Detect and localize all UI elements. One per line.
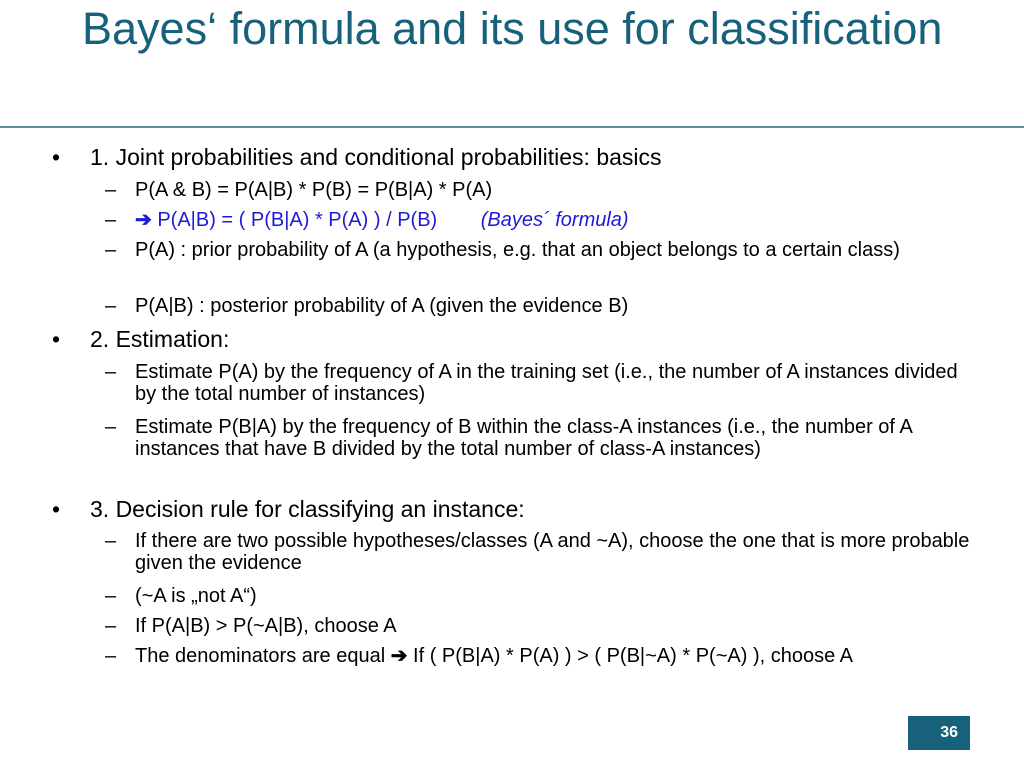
- bullet-item-2: [52, 326, 990, 352]
- sub-item-text: The denominators are equal: [135, 645, 386, 667]
- bullet-icon: •: [52, 144, 61, 170]
- dash-icon: –: [105, 530, 117, 552]
- sub-item-text: P(A|B) : posterior probability of A (given the evidence B): [135, 295, 629, 317]
- sub-item: [105, 361, 975, 405]
- bayes-formula: P(A|B) = ( P(B|A) * P(A) ) / P(B): [157, 209, 438, 231]
- dash-icon: –: [105, 615, 117, 637]
- bullet-icon: •: [52, 326, 61, 352]
- dash-icon: –: [105, 361, 117, 383]
- sub-item: [105, 179, 975, 201]
- sub-item: [105, 530, 975, 574]
- sub-item: [105, 615, 975, 637]
- sub-item: [105, 416, 975, 460]
- sub-item-text: If ( P(B|A) * P(A) ) > ( P(B|~A) * P(~A) ), choose A: [413, 645, 853, 667]
- dash-icon: –: [105, 209, 117, 231]
- page-number-badge: 36: [908, 716, 970, 750]
- dash-icon: –: [105, 295, 117, 317]
- bullet-label: 1. Joint probabilities and conditional probabilities: basics: [90, 144, 662, 170]
- sub-item-text: Estimate P(A) by the frequency of A in the training set (i.e., the number of A instances divided by the total number of instances): [135, 361, 958, 405]
- sub-item-text: If there are two possible hypotheses/classes (A and ~A), choose the one that is more probable given the evidence: [135, 530, 970, 574]
- bullet-item-3: [52, 496, 990, 522]
- title-divider: [0, 126, 1024, 128]
- arrow-icon: ➔: [135, 209, 152, 231]
- bullet-item-1: [52, 144, 990, 170]
- dash-icon: –: [105, 179, 117, 201]
- arrow-icon: ➔: [390, 645, 408, 667]
- bayes-formula-note: (Bayes´ formula): [480, 209, 629, 231]
- dash-icon: –: [105, 239, 117, 261]
- sub-item-text: P(A) : prior probability of A (a hypothesis, e.g. that an object belongs to a certain class): [135, 239, 900, 261]
- sub-item: [105, 585, 975, 607]
- sub-item-text: (~A is „not A“): [135, 585, 257, 607]
- sub-item: [105, 239, 975, 261]
- bayes-formula-item: [105, 209, 975, 231]
- sub-item-text: If P(A|B) > P(~A|B), choose A: [135, 615, 397, 637]
- bullet-label: 2. Estimation:: [90, 326, 230, 352]
- dash-icon: –: [105, 585, 117, 607]
- bullet-icon: •: [52, 496, 61, 522]
- sub-item: [105, 295, 975, 317]
- slide-title: Bayes‘ formula and its use for classification: [82, 3, 943, 54]
- sub-item-text: P(A & B) = P(A|B) * P(B) = P(B|A) * P(A): [135, 179, 493, 201]
- bullet-label: 3. Decision rule for classifying an instance:: [90, 496, 525, 522]
- dash-icon: –: [105, 645, 117, 667]
- dash-icon: –: [105, 416, 117, 438]
- sub-item-text: Estimate P(B|A) by the frequency of B within the class-A instances (i.e., the number of A instances that have B divided by the total number of class-A instances): [135, 416, 912, 460]
- sub-item: [105, 645, 975, 667]
